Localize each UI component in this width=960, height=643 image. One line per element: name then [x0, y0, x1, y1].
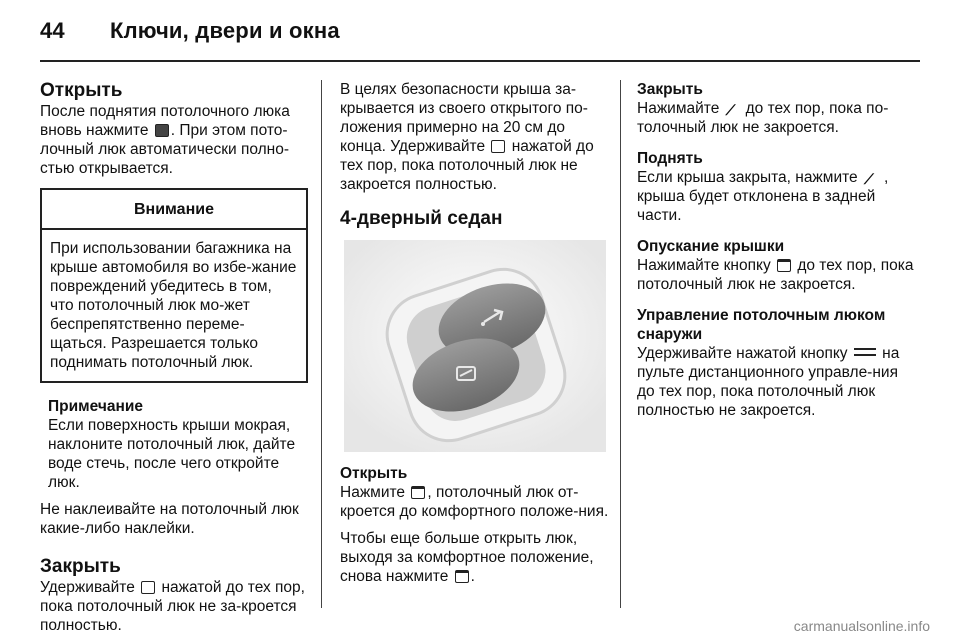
open-text: После поднятия потолочного люка вновь нажмите [40, 103, 290, 139]
lower-heading: Опускание крышки [637, 238, 785, 255]
close-text-b: нажатой до тех пор, пока потолочный люк не за-кроется полностью. [40, 579, 305, 634]
column-divider-2 [620, 80, 621, 608]
safety-text-b: нажатой до тех пор, пока потолочный люк не закроется полностью. [340, 138, 594, 193]
close-heading-3: Закрыть [637, 81, 703, 98]
lower-text-a: Нажимайте кнопку [637, 257, 771, 274]
remote-heading: Управление потолочным люком снаружи [637, 307, 886, 343]
slide-open-icon [455, 570, 469, 583]
more-open-text-b: . [470, 568, 475, 585]
column-3 [637, 80, 917, 428]
open-text-tail: . При этом пото-лочный люк автоматически полно-стью открывается. [40, 122, 289, 177]
sunroof-button-icon [155, 124, 169, 137]
sedan-open-heading: Открыть [340, 465, 408, 482]
lower-text-b: до тех пор, пока потолочный люк не закроется. [637, 257, 914, 293]
page-title: Ключи, двери и окна [110, 18, 340, 43]
raise-paragraph [637, 168, 917, 225]
safety-text-a: В целях безопасности крыша за-крывается из своего открытого по-ложения примерно на 20 см до конца. Удерживайте [340, 81, 588, 155]
page-number: 44 [40, 18, 65, 43]
close-text-a: Удерживайте [40, 579, 135, 596]
note-block [40, 397, 308, 492]
sunroof-switch-photo [344, 240, 606, 452]
header-rule [40, 60, 920, 62]
sticker-paragraph: Не наклеивайте на потолочный люк какие-либо наклейки. [40, 501, 299, 537]
remote-paragraph [637, 344, 917, 420]
more-open-paragraph [340, 529, 610, 586]
column-1 [40, 80, 308, 643]
remote-text-b: на пульте дистанционного управле-ния до тех пор, пока потолочный люк полностью не закроется. [637, 345, 900, 419]
open-heading: Открыть [40, 80, 123, 101]
warning-text: При использовании багажника на крыше автомобиля во избе-жание повреждений убедитесь в том, что потолочный люк мо-жет беспрепятственно переме-щаться. Разрешается только поднимать потолочный люк. [50, 240, 297, 371]
sedan-open-text-b: , потолочный люк от-кроется до комфортного положе-ния. [340, 484, 609, 520]
sedan-open-text-a: Нажмите [340, 484, 406, 501]
raise-heading: Поднять [637, 150, 703, 167]
remote-lock-icon [854, 348, 876, 356]
close-button-icon [141, 581, 155, 594]
switch-illustration [344, 240, 606, 452]
note-text: Если поверхность крыши мокрая, наклоните потолочный люк, дайте воде стечь, после чего откройте люк. [48, 417, 296, 491]
lower-paragraph [637, 256, 917, 294]
raise-text-b: , крыша будет отклонена в задней части. [637, 169, 889, 224]
safety-paragraph [340, 80, 610, 194]
warning-title: Внимание [42, 190, 306, 230]
close-paragraph [40, 578, 308, 635]
close-text-a: Нажимайте [637, 100, 720, 117]
column-divider-1 [321, 80, 322, 608]
close-text-b: до тех пор, пока по-толочный люк не закроется. [637, 100, 889, 136]
close-paragraph-3 [637, 99, 917, 137]
warning-box [40, 188, 308, 383]
raise-text-a: Если крыша закрыта, нажмите [637, 169, 858, 186]
more-open-text-a: Чтобы еще больше открыть люк, выходя за комфортное положение, снова нажмите [340, 530, 594, 585]
tilt-icon: ⟋ [863, 171, 874, 187]
watermark: carmanualsonline.info [793, 618, 930, 634]
close-heading: Закрыть [40, 556, 121, 577]
column-2 [340, 80, 610, 594]
slide-open-icon [411, 486, 425, 499]
tilt-icon: ⟋ [725, 102, 736, 118]
slide-open-icon [777, 259, 791, 272]
note-title: Примечание [48, 398, 143, 415]
close-button-icon [491, 140, 505, 153]
open-paragraph [40, 102, 308, 178]
remote-text-a: Удерживайте нажатой кнопку [637, 345, 848, 362]
sedan-open-paragraph [340, 483, 610, 521]
page-header [40, 18, 340, 44]
sedan-heading: 4-дверный седан [340, 208, 503, 229]
